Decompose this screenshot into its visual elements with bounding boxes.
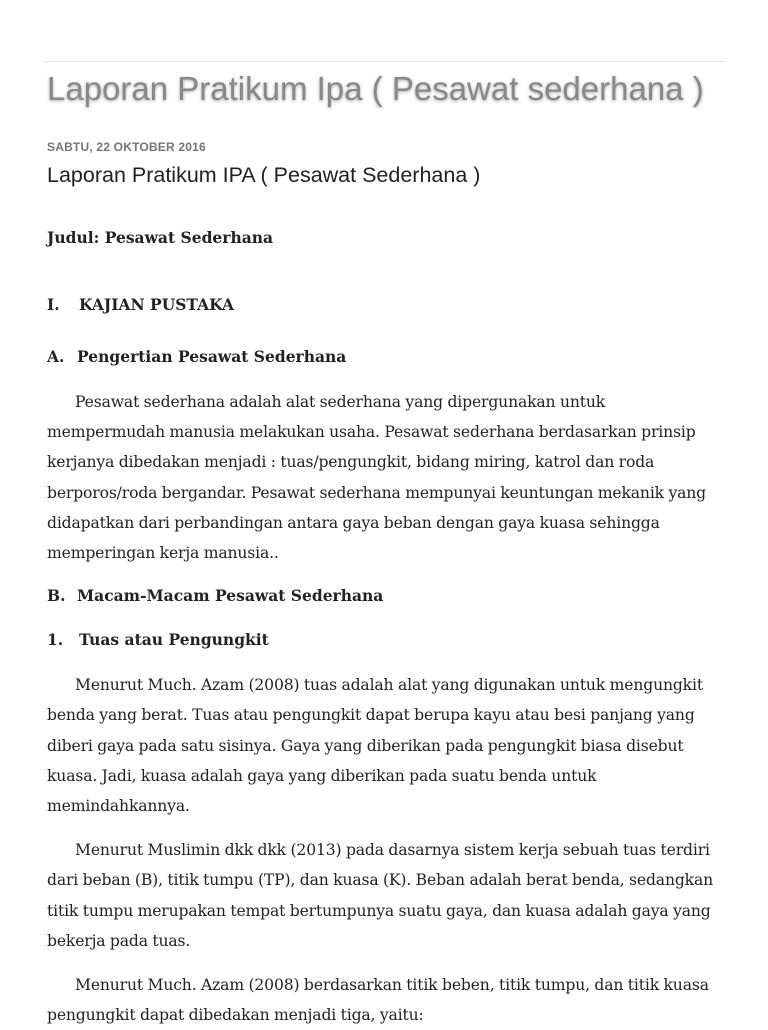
item-heading-tuas (47, 626, 727, 654)
subsection-label: Macam-Macam Pesawat Sederhana (77, 586, 384, 606)
blog-title[interactable]: Laporan Pratikum Ipa ( Pesawat sederhana ) (47, 70, 704, 107)
subsection-heading-pengertian (47, 343, 727, 371)
paragraph-tuas-definisi: Menurut Much. Azam (2008) tuas adalah alat yang digunakan untuk mengungkit benda yang berat. Tuas atau pengungkit dapat berupa kayu atau besi panjang yang diberi gaya pada satu sisinya. Gaya yang diberikan pada pengungkit biasa disebut kuasa. Jadi, kuasa adalah gaya yang diberikan pada suatu benda untuk memindahkannya. (47, 676, 703, 816)
item-label: Tuas atau Pengungkit (79, 630, 269, 650)
header-divider (44, 61, 726, 62)
item-number: 1. (47, 630, 64, 650)
section-label: KAJIAN PUSTAKA (79, 295, 234, 314)
post-date: SABTU, 22 OKTOBER 2016 (47, 140, 206, 154)
section-heading-kajian-pustaka (47, 291, 727, 319)
subsection-number: A. (47, 347, 65, 366)
paragraph-pengertian: Pesawat sederhana adalah alat sederhana yang dipergunakan untuk mempermudah manusia melakukan usaha. Pesawat sederhana berdasarkan prinsip kerjanya dibedakan menjadi : tuas/pengungkit, bidang miring, katrol dan roda berporos/roda bergandar. Pesawat sederhana mempunyai keuntungan mekanik yang didapatkan dari perbandingan antara gaya beban dengan gaya kuasa sehingga memperingan kerja manusia.. (47, 393, 706, 563)
paragraph-tuas-sistem: Menurut Muslimin dkk dkk (2013) pada dasarnya sistem kerja sebuah tuas terdiri dari beban (B), titik tumpu (TP), dan kuasa (K). Beban adalah berat benda, sedangkan titik tumpu merupakan tempat bertumpunya suatu gaya, dan kuasa adalah gaya yang bekerja pada tuas. (47, 841, 714, 950)
subsection-number: B. (47, 586, 66, 606)
post-title[interactable]: Laporan Pratikum IPA ( Pesawat Sederhana ) (47, 163, 481, 187)
subsection-label: Pengertian Pesawat Sederhana (77, 347, 347, 366)
post-body (47, 224, 727, 1030)
paragraph-tuas-jenis: Menurut Much. Azam (2008) berdasarkan titik beben, titik tumpu, dan titik kuasa pengungkit dapat dibedakan menjadi tiga, yaitu: (47, 976, 709, 1025)
section-number: I. (47, 295, 60, 314)
post-judul: Judul: Pesawat Sederhana (47, 228, 274, 247)
subsection-heading-macam (47, 582, 727, 610)
